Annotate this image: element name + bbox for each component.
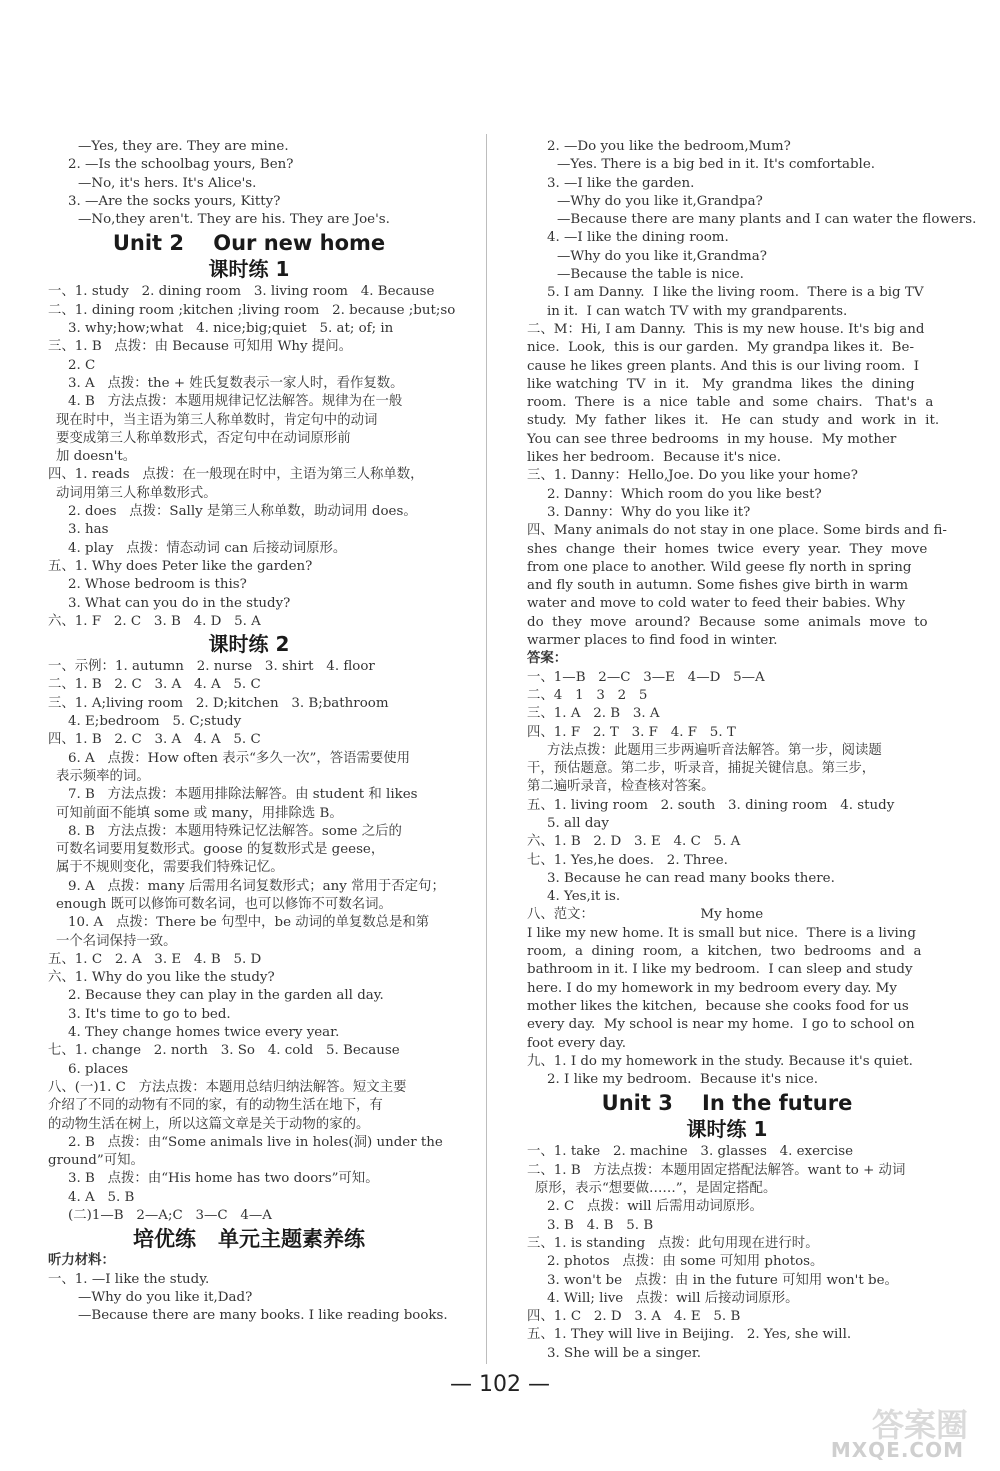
text-line: ground”可知。 [48,1153,144,1169]
text-line: do they move around? Because some animals move to [527,614,928,630]
text-line: 一、1. take 2. machine 3. glasses 4. exercise [527,1144,854,1160]
text-line: 二、1. dining room ;kitchen ;living room 2. because ;but;so [48,302,456,318]
text-line: 2. —Is the schoolbag yours, Ben? [68,157,294,173]
unit-heading: 培优练 单元主题素养练 [133,1227,365,1252]
text-line: cause he likes green plants. And this is our living room. I [527,358,920,374]
text-line: 4. Yes,it is. [547,889,621,905]
text-line: 3. B 4. B 5. B [547,1217,654,1233]
text-line: 二、M：Hi, I am Danny. This is my new house. It's big and [527,321,925,337]
watermark-top-text: 答案圈 [871,1406,968,1444]
text-line: (二)1—B 2—A;C 3—C 4—A [68,1208,272,1224]
text-line: —Because there are many plants and I can water the flowers. [557,212,977,228]
text-line: —Yes, they are. They are mine. [78,139,289,154]
watermark-logo [798,1400,978,1468]
text-line: 4. A 5. B [68,1189,135,1205]
text-line: 现在时中，当主语为第三人称单数时，肯定句中的动词 [56,412,378,428]
text-line: 一、1. study 2. dining room 3. living room 4. Because [48,284,435,300]
text-line: 六、1. F 2. C 3. B 4. D 5. A [48,613,261,629]
right-column [527,138,977,1361]
text-line: water and move to cold water to feed their babies. Why [527,596,906,612]
text-line: 四、1. reads 点拨：在一般现在时中，主语为第三人称单数， [48,467,424,483]
text-line: 10. A 点拨：There be 句型中，be 动词的单复数总是和第 [68,915,430,931]
text-line: 可数名词要用复数形式。goose 的复数形式是 geese， [56,842,385,858]
text-line: 3. —Are the socks yours, Kitty? [68,193,281,209]
text-line: 4. E;bedroom 5. C;study [68,714,242,730]
text-line: every day. My school is near my home. I go to school on [527,1017,915,1033]
column-divider [486,134,487,1364]
left-column [48,138,456,1361]
text-line: 3. Danny：Why do you like it? [547,504,751,520]
text-line: 二、1. B 方法点拨：本题用固定搭配法解答。want to + 动词 [527,1162,906,1178]
text-line: 2. C [68,357,96,373]
text-line: 2. photos 点拨：由 some 可知用 photos。 [547,1254,824,1270]
text-line: 2. Because they can play in the garden all day. [68,988,384,1004]
text-line: mother likes the kitchen, because she cooks food for us [527,998,909,1014]
lesson-heading: 课时练 1 [686,1117,768,1142]
text-line: 3. why;how;what 4. nice;big;quiet 5. at; of; in [68,321,394,337]
text-line: study. My father likes it. He can study and work in it. [527,413,940,429]
text-line: 4. play 点拨：情态动词 can 后接动词原形。 [68,540,347,556]
text-line: likes her bedroom. Because it's nice. [527,450,781,466]
text-line: 一、示例：1. autumn 2. nurse 3. shirt 4. floor [48,659,375,675]
text-line: 四、Many animals do not stay in one place. Some birds and fi- [527,523,947,539]
section-label: 听力材料： [48,1253,115,1269]
text-line: You can see three bedrooms in my house. My mother [527,431,897,447]
text-line: 干，预估题意。第二步，听录音，捕捉关键信息。第三步， [527,761,876,777]
text-line: 的动物生活在树上，所以这篇文章是关于动物的家的。 [48,1116,370,1132]
text-line: 9. A 点拨：many 后需用名词复数形式；any 常用于否定句； [68,878,445,894]
text-line: 3. —I like the garden. [547,175,695,191]
lesson-heading: 课时练 1 [208,257,290,282]
text-line: 2. —Do you like the bedroom,Mum? [547,139,791,154]
text-line: 原形，表示“想要做……”，是固定搭配。 [535,1181,777,1197]
text-line: 3. won't be 点拨：由 in the future 可知用 won't be。 [547,1272,898,1288]
text-line: 四、1. C 2. D 3. A 4. E 5. B [527,1309,741,1325]
text-line: 方法点拨：此题用三步两遍听音法解答。第一步，阅读题 [547,742,882,758]
text-line: bathroom in it. I like my bedroom. I can sleep and study [527,962,913,978]
page-number: — 102 — [450,1372,550,1397]
text-line: —Why do you like it,Grandma? [557,248,767,264]
text-line: 6. places [68,1061,129,1077]
unit-heading: Unit 2 Our new home [112,231,386,256]
text-line: 2. B 点拨：由“Some animals live in holes(洞) under the [68,1134,443,1150]
lesson-heading: 课时练 2 [208,632,290,657]
text-line: 三、1. A 2. B 3. A [527,706,660,722]
text-line: —Why do you like it,Grandpa? [557,193,763,209]
text-line: 四、1. B 2. C 3. A 4. A 5. C [48,732,261,748]
text-line: 九、1. I do my homework in the study. Because it's quiet. [527,1053,913,1069]
text-line: here. I do my homework in my bedroom every day. My [527,980,897,996]
text-line: 8. B 方法点拨：本题用特殊记忆法解答。some 之后的 [68,823,402,839]
text-line: 表示频率的词。 [56,768,150,784]
text-line: 介绍了不同的动物有不同的家，有的动物生活在地下，有 [48,1098,383,1114]
text-line: foot every day. [527,1035,626,1051]
text-line: 3. It's time to go to bed. [68,1006,231,1022]
text-line: 一、1—B 2—C 3—E 4—D 5—A [527,669,765,685]
text-line: and fly south in autumn. Some fishes give birth in warm [527,578,909,594]
text-line: 5. I am Danny. I like the living room. There is a big TV [547,285,924,301]
text-line: 6. A 点拨：How often 表示“多久一次”，答语需要使用 [68,750,411,766]
text-line: 3. B 点拨：由“His home has two doors”可知。 [68,1171,379,1187]
text-line: 2. Whose bedroom is this? [68,577,247,593]
text-line: 二、4 1 3 2 5 [527,687,648,703]
text-line: 加 doesn't。 [56,449,137,465]
text-line: 动词用第三人称单数形式。 [56,485,217,501]
text-line: 八、(一)1. C 方法点拨：本题用总结归纳法解答。短文主要 [48,1079,407,1095]
text-line: 4. Will; live 点拨：will 后接动词原形。 [547,1290,799,1306]
text-line: 4. B 方法点拨：本题用规律记忆法解答。规律为在一般 [68,394,403,410]
text-line: 三、1. is standing 点拨：此句用现在进行时。 [527,1235,819,1251]
text-line: 三、1. B 点拨：由 Because 可知用 Why 提问。 [48,339,352,355]
section-label: 答案： [527,651,568,667]
text-line: 2. does 点拨：Sally 是第三人称单数，助动词用 does。 [68,504,417,520]
text-line: 5. all day [547,815,609,831]
text-line: 五、1. They will live in Beijing. 2. Yes, she will. [527,1327,852,1343]
text-line: 2. Danny：Which room do you like best? [547,486,822,502]
text-line: 六、1. B 2. D 3. E 4. C 5. A [527,834,741,850]
text-line: 五、1. living room 2. south 3. dining room 4. study [527,797,895,813]
text-line: 八、范文： My home [527,907,764,923]
text-line: 属于不规则变化，需要我们特殊记忆。 [56,860,284,876]
text-line: 3. has [68,522,109,538]
text-line: 要变成第三人称单数形式，否定句中在动词原形前 [56,430,351,446]
text-line: 一、1. —I like the study. [48,1271,210,1287]
text-line: room. There is a nice table and some chairs. That's a [527,395,934,411]
text-line: 六、1. Why do you like the study? [48,970,275,986]
text-line: like watching TV in it. My grandma likes the dining [527,376,915,392]
text-line: enough 既可以修饰可数名词，也可以修饰不可数名词。 [56,896,392,912]
text-line: 3. A 点拨：the + 姓氏复数表示一家人时，看作复数。 [68,375,404,391]
text-line: 七、1. change 2. north 3. So 4. cold 5. Because [48,1043,400,1059]
text-line: 七、1. Yes,he does. 2. Three. [527,852,728,868]
text-line: —Because the table is nice. [557,267,744,283]
text-line: 3. Because he can read many books there. [547,870,835,886]
text-line: 3. She will be a singer. [547,1345,702,1361]
watermark-url-text: MXQE.COM [830,1438,964,1462]
text-line: —No, it's hers. It's Alice's. [78,175,257,191]
text-line: from one place to another. Wild geese fly north in spring [527,559,912,575]
text-line: 4. —I like the dining room. [547,230,729,246]
text-line: nice. Look, this is our garden. My grandpa likes it. Be- [527,340,914,356]
text-line: room, a dining room, a kitchen, two bedrooms and a [527,944,922,960]
text-line: 2. I like my bedroom. Because it's nice. [547,1072,819,1088]
text-line: 可知前面不能填 some 或 many，用排除选 B。 [56,805,343,821]
text-line: 3. What can you do in the study? [68,595,291,611]
text-line: —No,they aren't. They are his. They are Joe's. [78,212,390,228]
text-line: I like my new home. It is small but nice. There is a living [527,925,916,941]
text-line: —Why do you like it,Dad? [78,1289,253,1305]
text-line: shes change their homes twice every year. They move [527,541,928,557]
text-line: —Because there are many books. I like reading books. [78,1308,448,1324]
text-line: 一个名词保持一致。 [56,933,177,949]
text-line: 4. They change homes twice every year. [68,1025,340,1041]
text-line: 二、1. B 2. C 3. A 4. A 5. C [48,677,261,693]
text-line: in it. I can watch TV with my grandparents. [547,303,848,319]
text-line: 三、1. Danny：Hello,Joe. Do you like your home? [527,468,858,484]
text-line: 7. B 方法点拨：本题用排除法解答。由 student 和 likes [68,787,418,803]
text-line: 五、1. C 2. A 3. E 4. B 5. D [48,951,262,967]
unit-heading: Unit 3 In the future [601,1091,853,1116]
text-line: 三、1. A;living room 2. D;kitchen 3. B;bathroom [48,695,389,711]
text-line: 第二遍听录音，检查核对答案。 [527,779,715,795]
text-line: 五、1. Why does Peter like the garden? [48,558,313,574]
text-line: —Yes. There is a big bed in it. It's comfortable. [557,157,875,173]
text-line: 2. C 点拨：will 后需用动词原形。 [547,1199,763,1215]
text-line: 四、1. F 2. T 3. F 4. F 5. T [527,724,736,740]
text-line: warmer places to find food in winter. [527,633,778,649]
